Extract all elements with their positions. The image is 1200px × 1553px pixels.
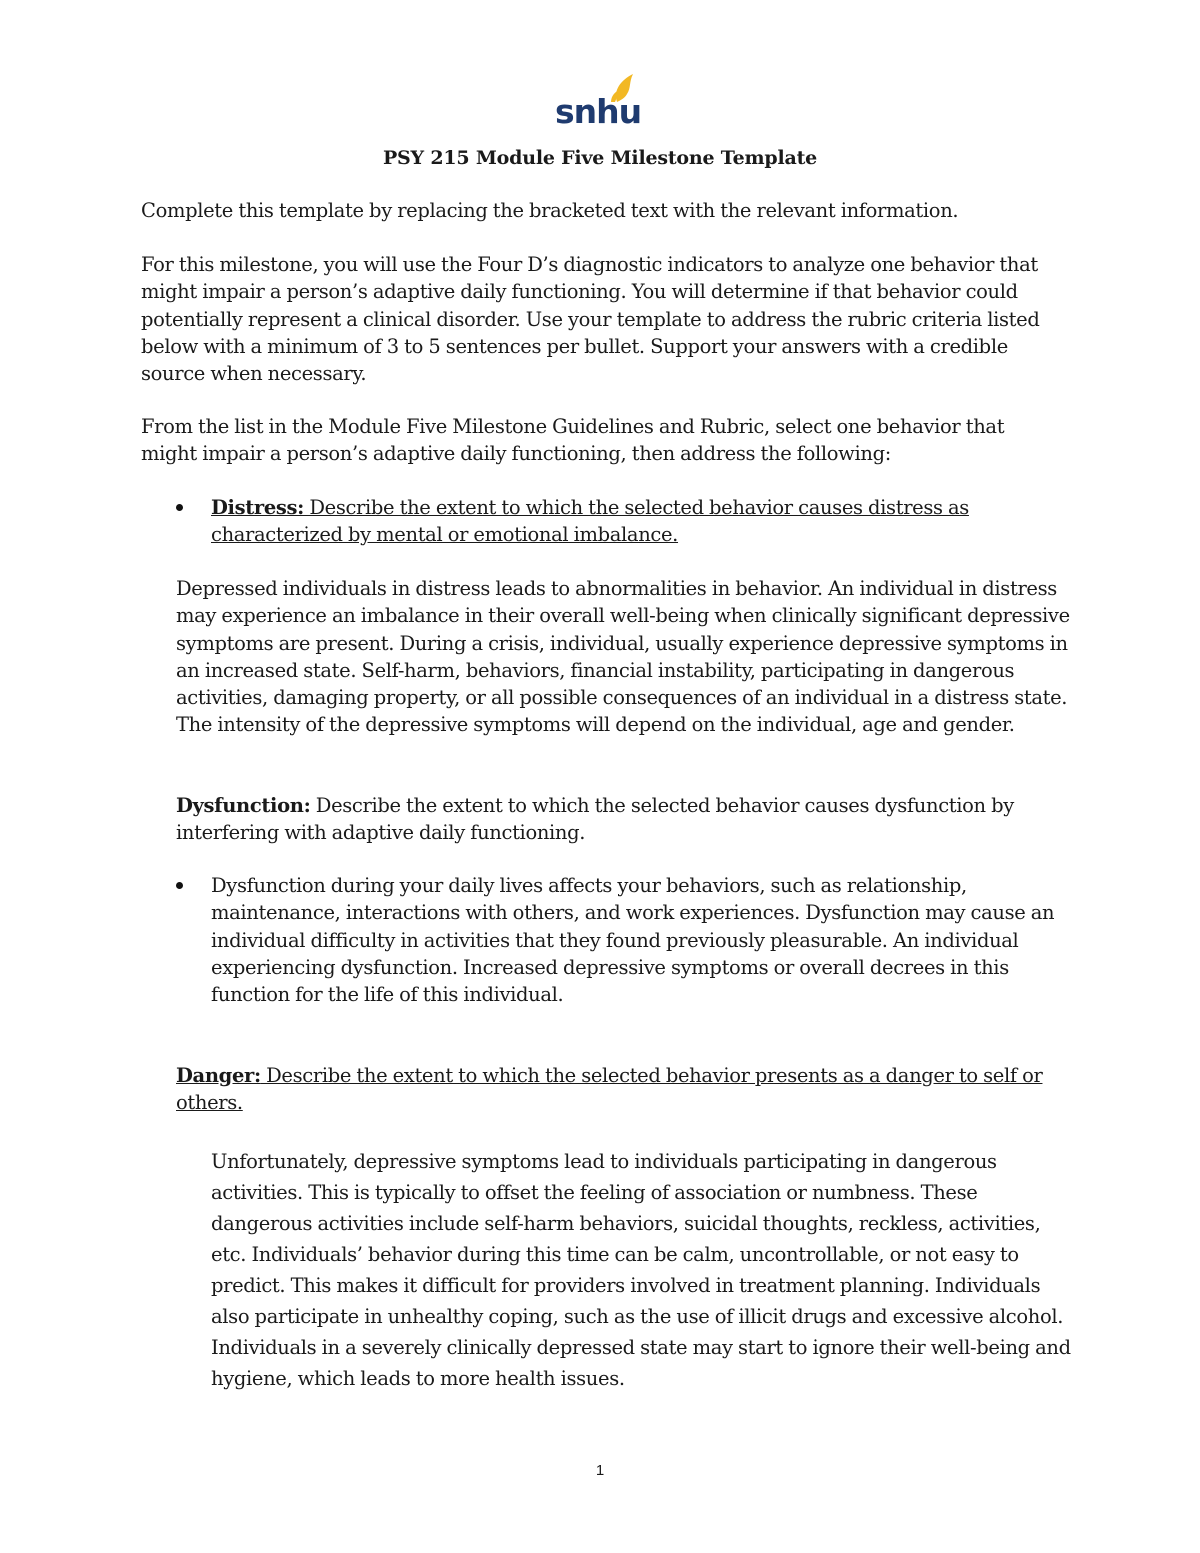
- distress-prompt: Describe the extent to which the selected behavior causes distress as characterized by mental or emotional imbalance.: [211, 496, 969, 547]
- logo-wordmark: snhu: [555, 92, 642, 131]
- distress-label: Distress:: [211, 496, 304, 519]
- dysfunction-label: Dysfunction:: [176, 794, 311, 817]
- dysfunction-heading: [176, 792, 1016, 847]
- bullet-dysfunction: [176, 882, 183, 889]
- distress-heading: [211, 494, 981, 549]
- page-number: 1: [595, 1462, 605, 1479]
- danger-label: Danger:: [176, 1064, 261, 1087]
- dysfunction-prompt: Describe the extent to which the selected behavior causes dysfunction by interfering with adaptive daily functioning.: [176, 794, 1014, 845]
- danger-answer: Unfortunately, depressive symptoms lead to individuals participating in dangerous activities. This is typically to offset the feeling of association or numbness. These dangerous activities include self-harm behaviors, suicidal thoughts, reckless, activities, etc. Individuals’ behavior during this time can be calm, uncontrollable, or not easy to predict. This makes it difficult for providers involved in treatment planning. Individuals also participate in unhealthy coping, such as the use of illicit drugs and excessive alcohol. Individuals in a severely clinically depressed state may start to ignore their well-being and hygiene, which leads to more health issues.: [211, 1150, 1071, 1390]
- distress-answer: Depressed individuals in distress leads to abnormalities in behavior. An individual in distress may experience an imbalance in their overall well-being when clinically significant depressive symptoms are present. During a crisis, individual, usually experience depressive symptoms in an increased state. Self-harm, behaviors, financial instability, participating in dangerous activities, damaging property, or all possible consequences of an individual in a distress state. The intensity of the depressive symptoms will depend on the individual, age and gender.: [176, 577, 1070, 737]
- bullet-distress: [176, 504, 183, 511]
- document-title: PSY 215 Module Five Milestone Template: [382, 147, 818, 169]
- snhu-logo: [555, 72, 642, 132]
- dysfunction-answer: Dysfunction during your daily lives affects your behaviors, such as relationship, maintenance, interactions with others, and work experiences. Dysfunction may cause an individual difficulty in activities that they found previously pleasurable. An individual experiencing dysfunction. Increased depressive symptoms or overall decrees in this function for the life of this individual.: [211, 874, 1055, 1007]
- intro-paragraph: Complete this template by replacing the bracketed text with the relevant information.: [141, 199, 959, 222]
- milestone-paragraph: For this milestone, you will use the Four D’s diagnostic indicators to analyze one behavior that might impair a person’s adaptive daily functioning. You will determine if that behavior could potentially represent a clinical disorder. Use your template to address the rubric criteria listed below with a minimum of 3 to 5 sentences per bullet. Support your answers with a credible source when necessary.: [141, 253, 1040, 386]
- danger-heading: [176, 1062, 1046, 1117]
- danger-prompt: Describe the extent to which the selected behavior presents as a danger to self or others.: [176, 1064, 1043, 1115]
- list-paragraph: From the list in the Module Five Milestone Guidelines and Rubric, select one behavior that might impair a person’s adaptive daily functioning, then address the following:: [141, 415, 1005, 466]
